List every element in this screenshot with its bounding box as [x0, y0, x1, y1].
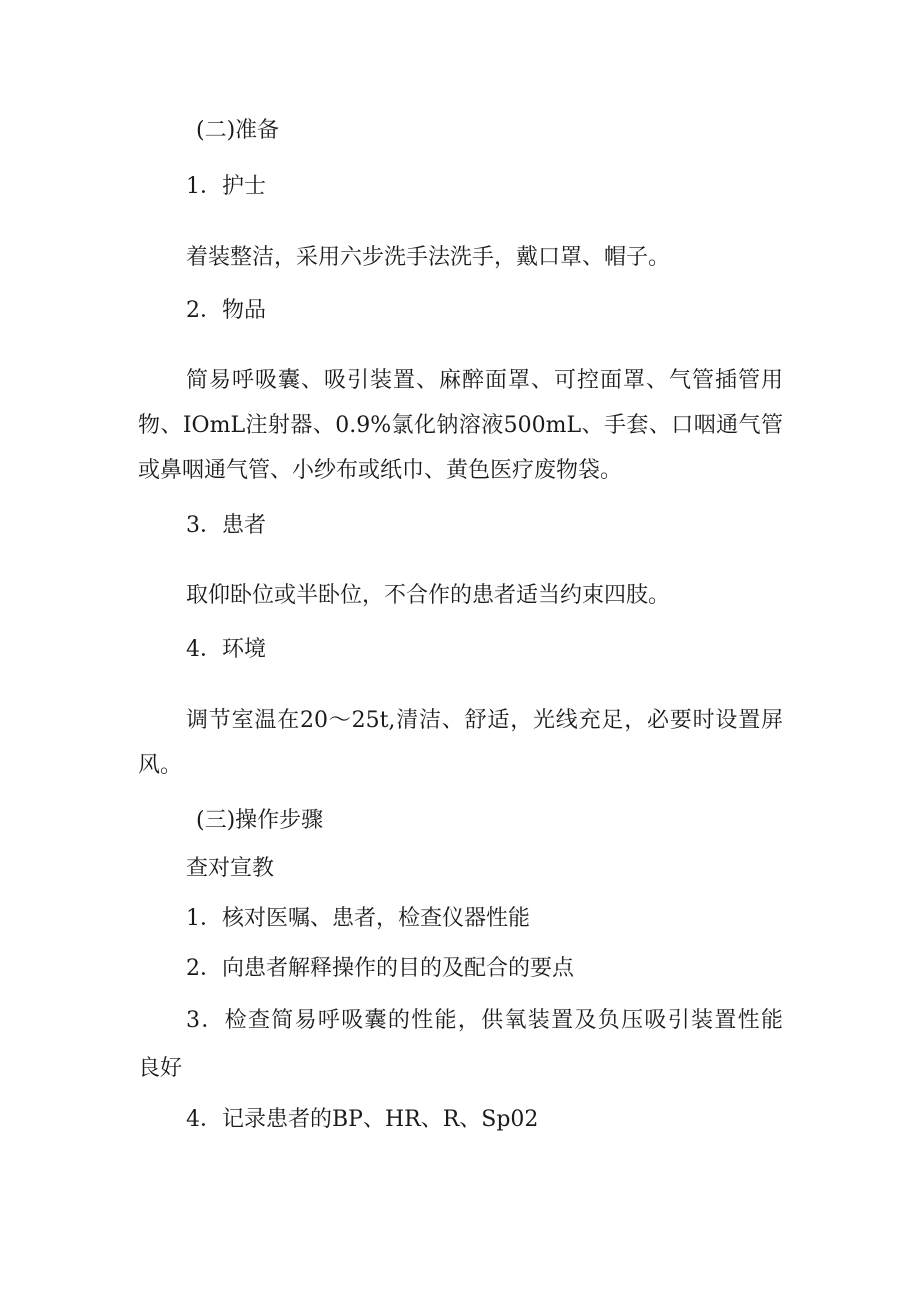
nurse-text: 着装整洁，采用六步洗手法洗手，戴口罩、帽子。 — [186, 245, 671, 270]
items-text-line-2: 物、IOmL注射器、0.9%氯化钠溶液500mL、手套、口咽通气管 — [138, 413, 783, 438]
section-heading-preparation: (二)准备 — [196, 118, 280, 143]
patient-text: 取仰卧位或半卧位，不合作的患者适当约束四肢。 — [186, 583, 671, 608]
step-2: 2．向患者解释操作的目的及配合的要点 — [186, 956, 574, 981]
environment-title: 4．环境 — [186, 637, 266, 662]
step-1: 1．核对医嘱、患者，检查仪器性能 — [186, 906, 530, 931]
sub-heading-verification: 查对宣教 — [186, 856, 275, 881]
step-3-line-1: 3．检查简易呼吸囊的性能，供氧装置及负压吸引装置性能 — [186, 1008, 783, 1033]
environment-text-line-1: 调节室温在20～25t,清洁、舒适，光线充足，必要时设置屏 — [186, 708, 783, 733]
step-4: 4．记录患者的BP、HR、R、Sp02 — [186, 1107, 539, 1132]
items-text-line-1: 简易呼吸囊、吸引装置、麻醉面罩、可控面罩、气管插管用 — [186, 368, 783, 393]
items-text-line-3: 或鼻咽通气管、小纱布或纸巾、黄色医疗废物袋。 — [138, 458, 623, 483]
section-heading-steps: (三)操作步骤 — [196, 808, 324, 833]
items-title: 2．物品 — [186, 298, 266, 323]
patient-title: 3．患者 — [186, 513, 266, 538]
environment-text-line-2: 风。 — [138, 753, 183, 778]
nurse-title: 1．护士 — [186, 174, 266, 199]
step-3-line-2: 良好 — [138, 1056, 183, 1081]
